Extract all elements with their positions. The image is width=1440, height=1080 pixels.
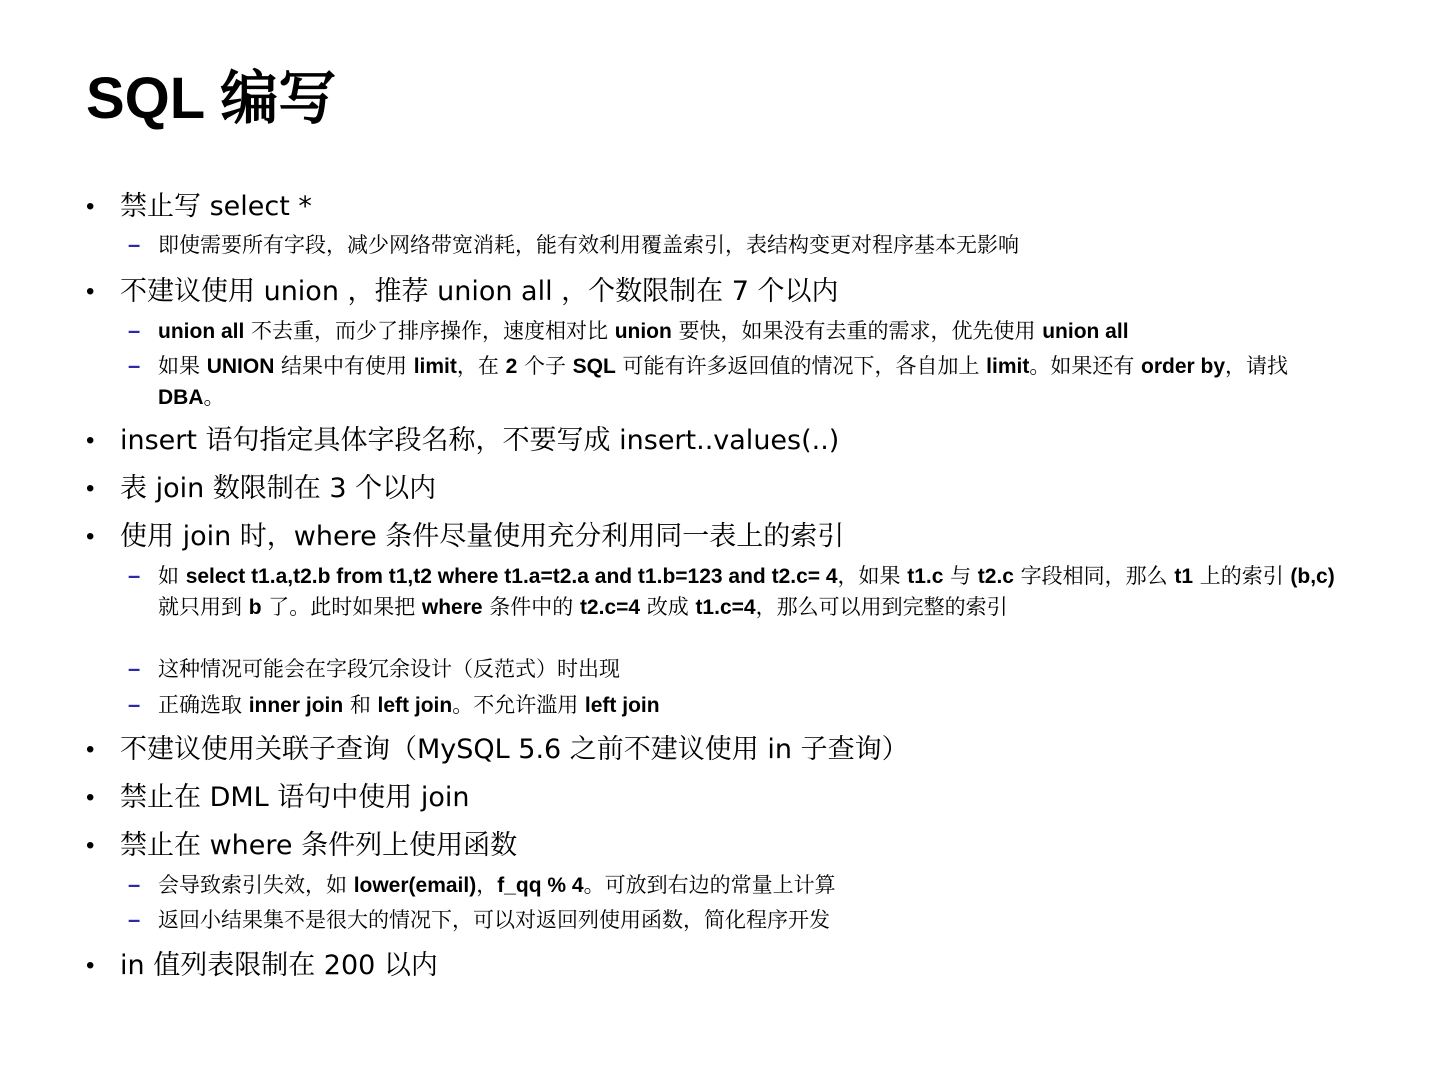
dash-icon: – [128, 318, 141, 343]
plain-text: 如果 [158, 354, 207, 378]
sub-bullet-small-result [128, 905, 1358, 935]
dash-icon: – [128, 692, 141, 717]
sub-bullet-text [158, 316, 1358, 347]
bullet-dot-icon: • [86, 475, 95, 502]
code-text: union [614, 320, 672, 343]
code-text: select t1.a,t2.b from t1,t2 where t1.a=t2.a and t1.b=123 and t2.c= 4 [185, 565, 838, 588]
bullet-text: insert 语句指定具体字段名称，不要写成 insert..values(..) [120, 425, 840, 456]
bullet-dot-icon: • [86, 952, 95, 979]
code-text: t2.c [977, 565, 1014, 588]
plain-text: ，那么可以用到完整的索引 [755, 595, 1008, 619]
dash-icon: – [128, 872, 141, 897]
code-text: where [421, 596, 483, 619]
code-text: limit [413, 355, 457, 378]
slide-title: SQL 编写 [86, 66, 337, 131]
plain-text: 就只用到 [158, 595, 249, 619]
plain-text: 如 [158, 564, 186, 588]
plain-text: 。可放到右边的常量上计算 [583, 873, 836, 897]
bullet-text: 禁止在 DML 语句中使用 join [120, 782, 470, 813]
plain-text: ，在 [456, 354, 506, 378]
bullet-dot-icon: • [86, 523, 95, 550]
bullet-text: 使用 join 时，where 条件尽量使用充分利用同一表上的索引 [120, 521, 845, 552]
plain-text: 可能有许多返回值的情况下，各自加上 [615, 354, 987, 378]
plain-text: 。如果还有 [1029, 354, 1142, 378]
bullet-dot-icon: • [86, 193, 95, 220]
code-text: t2.c=4 [579, 596, 641, 619]
plain-text: 字段相同，那么 [1013, 564, 1175, 588]
code-text: (b,c) [1290, 565, 1335, 588]
sub-bullet-join-example [128, 561, 1358, 623]
code-text: union all [1042, 320, 1129, 343]
bullet-dot-icon: • [86, 784, 95, 811]
bullet-text: 表 join 数限制在 3 个以内 [120, 473, 437, 504]
bullet-dot-icon: • [86, 736, 95, 763]
code-text: t1 [1174, 565, 1194, 588]
code-text: inner join [248, 694, 344, 717]
plain-text: 结果中有使用 [274, 354, 414, 378]
code-text: order by [1141, 355, 1226, 378]
code-text: left join [377, 694, 453, 717]
sub-bullet-select-star-reason [128, 230, 1358, 260]
code-text: f_qq % 4 [497, 874, 584, 897]
bullet-text: in 值列表限制在 200 以内 [120, 950, 438, 981]
bullet-text: 禁止写 select * [120, 191, 312, 222]
plain-text: 。 [203, 385, 225, 409]
sub-bullet-union-limit [128, 351, 1358, 413]
dash-icon: – [128, 656, 141, 681]
sub-bullet-join-type [128, 690, 1358, 721]
plain-text: ，如果 [837, 564, 908, 588]
sub-bullet-union-all [128, 316, 1358, 347]
plain-text: 个子 [517, 354, 573, 378]
code-text: UNION [206, 355, 275, 378]
code-text: SQL [572, 355, 616, 378]
plain-text: ， [476, 873, 498, 897]
sub-bullet-text [158, 870, 1358, 901]
bullet-text: 不建议使用关联子查询（MySQL 5.6 之前不建议使用 in 子查询） [120, 734, 909, 765]
sub-bullet-index-invalid [128, 870, 1358, 901]
bullet-dot-icon: • [86, 278, 95, 305]
dash-icon: – [128, 907, 141, 932]
sub-bullet-text [158, 351, 1358, 413]
sub-bullet-denormalization [128, 654, 1358, 684]
bullet-text: 不建议使用 union ，推荐 union all ，个数限制在 7 个以内 [120, 276, 839, 307]
code-text: union all [158, 320, 245, 343]
dash-icon: – [128, 353, 141, 378]
bullet-dot-icon: • [86, 832, 95, 859]
sub-bullet-text: 即使需要所有字段，减少网络带宽消耗，能有效利用覆盖索引，表结构变更对程序基本无影响 [158, 233, 1019, 257]
sub-bullet-text: 返回小结果集不是很大的情况下，可以对返回列使用函数，简化程序开发 [158, 908, 830, 932]
plain-text: ，请找 [1225, 354, 1289, 378]
code-text: limit [986, 355, 1030, 378]
code-text: t1.c [907, 565, 944, 588]
plain-text: 和 [343, 693, 378, 717]
plain-text: 。不允许滥用 [452, 693, 585, 717]
plain-text: 改成 [640, 595, 696, 619]
sub-bullet-text [158, 690, 1358, 721]
dash-icon: – [128, 563, 141, 588]
code-text: DBA [158, 386, 204, 409]
plain-text: 条件中的 [482, 595, 580, 619]
code-text: 2 [505, 355, 518, 378]
code-text: t1.c=4 [695, 596, 756, 619]
sub-bullet-text [158, 561, 1358, 623]
plain-text: 要快，如果没有去重的需求，优先使用 [671, 319, 1043, 343]
code-text: lower(email) [353, 874, 477, 897]
plain-text: 与 [943, 564, 978, 588]
code-text: left join [584, 694, 660, 717]
plain-text: 了。此时如果把 [261, 595, 422, 619]
sub-bullet-text: 这种情况可能会在字段冗余设计（反范式）时出现 [158, 657, 620, 681]
plain-text: 正确选取 [158, 693, 249, 717]
dash-icon: – [128, 232, 141, 257]
plain-text: 会导致索引失效，如 [158, 873, 354, 897]
plain-text: 不去重，而少了排序操作，速度相对比 [244, 319, 615, 343]
plain-text: 上的索引 [1193, 564, 1291, 588]
code-text: b [248, 596, 262, 619]
bullet-dot-icon: • [86, 427, 95, 454]
bullet-text: 禁止在 where 条件列上使用函数 [120, 830, 518, 861]
